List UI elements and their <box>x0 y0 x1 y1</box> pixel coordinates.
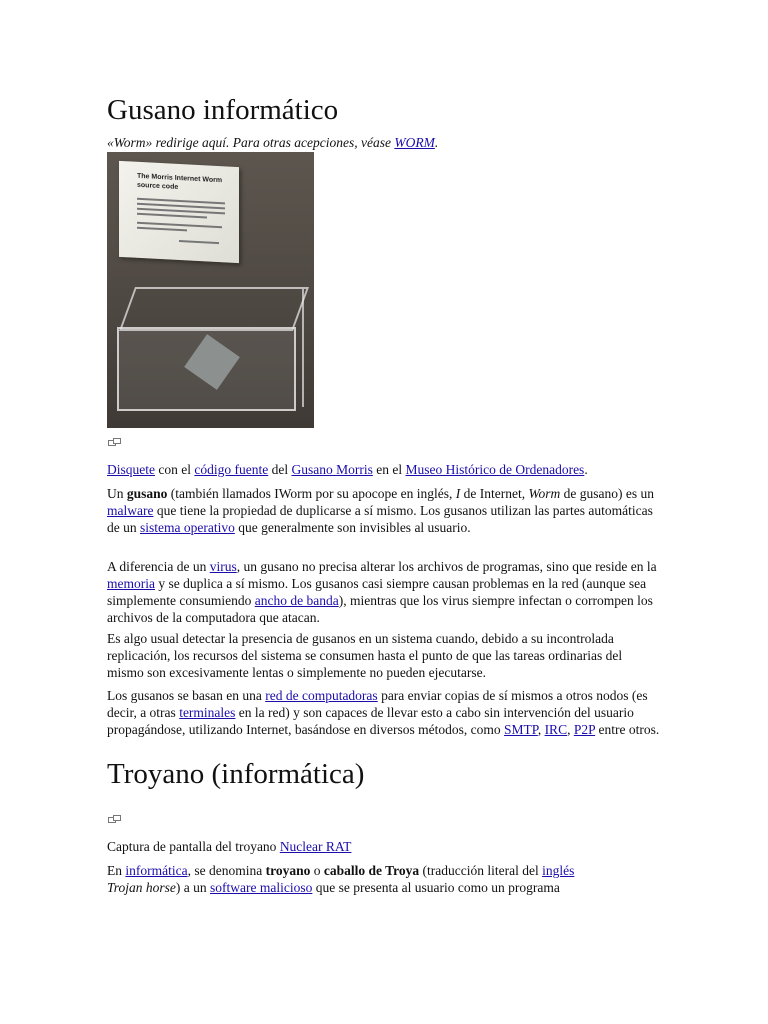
text: , <box>537 722 545 737</box>
link-ancho-de-banda[interactable]: ancho de banda <box>254 593 339 608</box>
link-disquete[interactable]: Disquete <box>107 462 155 477</box>
hatnote <box>107 135 438 151</box>
text: En <box>107 863 126 878</box>
text: de Internet, <box>460 486 529 501</box>
enlarge-icon-front <box>113 438 121 444</box>
text: Captura de pantalla del troyano <box>107 839 280 854</box>
plaque-title <box>137 172 227 195</box>
text: , <box>567 722 574 737</box>
text: en el <box>372 462 406 477</box>
hatnote-text: «Worm» redirige aquí. Para otras acepciones, véase <box>107 135 395 150</box>
italic-text: Worm <box>528 486 561 501</box>
figure-caption <box>107 461 662 478</box>
link-red-de-computadoras[interactable]: red de computadoras <box>265 688 378 703</box>
link-nuclear-rat[interactable]: Nuclear RAT <box>279 839 352 854</box>
text: (traducción literal del <box>419 863 543 878</box>
link-memoria[interactable]: memoria <box>107 576 155 591</box>
text: , se denomina <box>187 863 266 878</box>
section-title: Troyano (informática) <box>107 758 365 790</box>
enlarge-icon-front <box>113 815 121 821</box>
plaque-text-line <box>179 240 219 244</box>
link-sistema-operativo[interactable]: sistema operativo <box>140 520 235 535</box>
link-terminales[interactable]: terminales <box>179 705 236 720</box>
link-gusano-morris[interactable]: Gusano Morris <box>291 462 373 477</box>
link-worm[interactable]: WORM <box>394 135 435 150</box>
link-ingles[interactable]: inglés <box>542 863 575 878</box>
text: . <box>584 462 588 477</box>
paragraph: Es algo usual detectar la presencia de gusanos en un sistema cuando, debido a su incontrolada replicación, los recursos del sistema se consumen hasta el punto de que las tareas ordinarias del mismo son excesivamente lentas o simplemente no pueden ejecutarse. <box>107 631 623 680</box>
museum-plaque <box>119 161 239 263</box>
paragraph <box>107 687 662 738</box>
case-top <box>119 287 309 331</box>
plaque-text-line <box>137 213 207 218</box>
paragraph <box>107 558 662 626</box>
plaque-text-line <box>137 227 187 231</box>
text: del <box>268 462 292 477</box>
bold-term: caballo de Troya <box>323 863 420 878</box>
italic-text: I <box>455 486 461 501</box>
bold-term: gusano <box>126 486 168 501</box>
enlarge-icon[interactable] <box>108 815 120 824</box>
link-virus[interactable]: virus <box>209 559 237 574</box>
link-smtp[interactable]: SMTP <box>504 722 538 737</box>
plaque-title-line2: source code <box>137 181 179 191</box>
bold-term: troyano <box>265 863 311 878</box>
text: para enviar copias de sí mismos a otros nodos (es decir, a otras <box>107 688 648 720</box>
link-museo[interactable]: Museo Histórico de Ordenadores <box>405 462 585 477</box>
text: que generalmente son invisibles al usuario. <box>234 520 471 535</box>
text: , un gusano no precisa alterar los archivos de programas, sino que reside en la <box>236 559 657 574</box>
enlarge-icon[interactable] <box>108 438 120 447</box>
paragraph <box>107 862 662 896</box>
link-p2p[interactable]: P2P <box>573 722 596 737</box>
morris-worm-photo[interactable] <box>107 152 314 428</box>
text: o <box>310 863 324 878</box>
link-irc[interactable]: IRC <box>544 722 568 737</box>
text: entre otros. <box>595 722 660 737</box>
display-case <box>117 287 307 417</box>
paragraph <box>107 485 662 536</box>
text: (también llamados IWorm por su apocope en inglés, <box>167 486 456 501</box>
link-informatica[interactable]: informática <box>125 863 188 878</box>
text: ), mientras que los virus siempre infectan o corrompen los archivos de la computadora que atacan. <box>107 593 653 625</box>
link-malware[interactable]: malware <box>107 503 154 518</box>
text: que tiene la propiedad de duplicarse a sí mismo. Los gusanos utilizan las partes automáticas de un <box>107 503 653 535</box>
text: y se duplica a sí mismo. Los gusanos casi siempre causan problemas en la red (aunque sea simplemente consumiendo <box>107 576 647 608</box>
text: A diferencia de un <box>107 559 210 574</box>
link-codigo-fuente[interactable]: código fuente <box>194 462 269 477</box>
text: con el <box>155 462 195 477</box>
hatnote-suffix: . <box>434 135 439 150</box>
plaque-title-line1: The Morris Internet Worm <box>137 172 223 185</box>
text: Los gusanos se basan en una <box>107 688 266 703</box>
text: de gusano) es un <box>560 486 654 501</box>
link-software-malicioso[interactable]: software malicioso <box>210 880 313 895</box>
text: que se presenta al usuario como un programa <box>312 880 560 895</box>
text: en la red) y son capaces de llevar esto a cabo sin intervención del usuario propagándose, utilizando Internet, basándose en diversos métodos, como <box>107 705 634 737</box>
text: ) a un <box>175 880 211 895</box>
case-side <box>294 289 304 407</box>
text: Un <box>107 486 127 501</box>
page-title: Gusano informático <box>107 94 339 126</box>
italic-text: Trojan horse <box>107 880 176 895</box>
figure-caption <box>107 838 662 855</box>
